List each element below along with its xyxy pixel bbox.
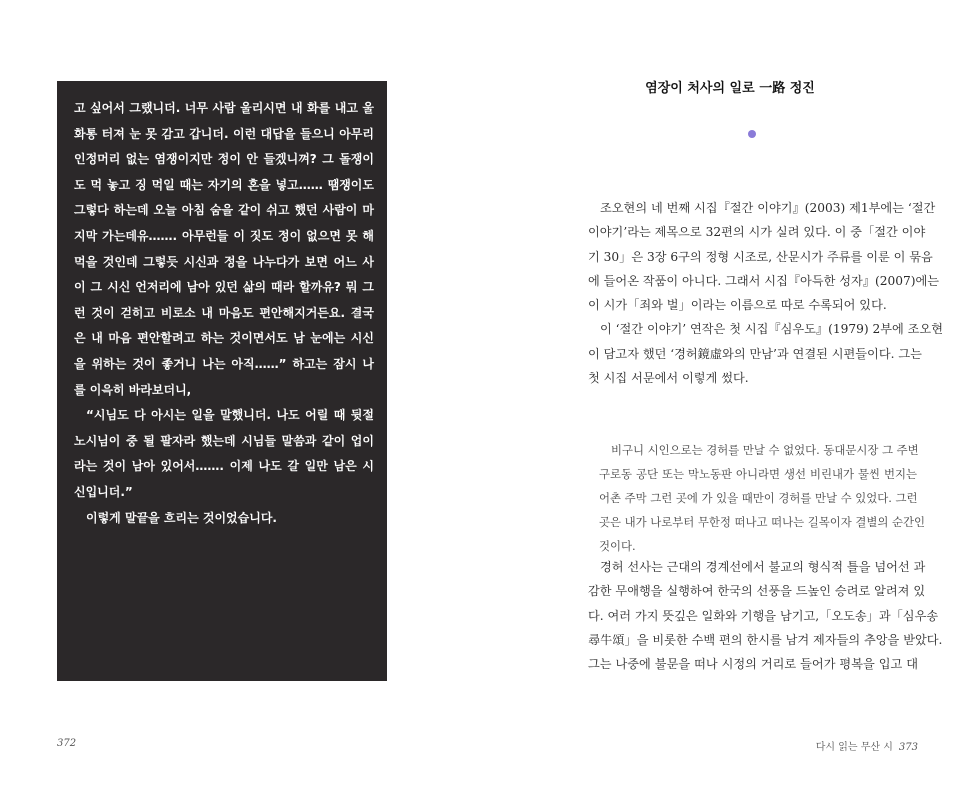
text-line: 경허 선사는 근대의 경계선에서 불교의 형식적 틀을 넘어선 과 [600, 560, 926, 574]
text-line: 지막 가는데유……. 아무런들 이 짓도 정이 없으면 못 해 [74, 228, 374, 243]
text-line: “시님도 다 아시는 일을 말했니더. 나도 어릴 때 뒷절 [86, 408, 374, 423]
text-line: 를 이윽히 바라보더니, [74, 382, 192, 397]
page-number-left: 372 [57, 738, 77, 749]
text-line: 이 담고자 했던 ‘경허鏡虛와의 만남’과 연결된 시편들이다. 그는 [588, 346, 922, 361]
text-line: 구로동 공단 또는 막노동판 아니라면 생선 비린내가 물씬 번지는 [599, 467, 917, 481]
text-line: 노시님이 중 될 팔자라 했는데 시님들 말씀과 같이 업이 [74, 433, 374, 448]
dark-panel-text [74, 96, 374, 531]
text-line: 이야기’라는 제목으로 32편의 시가 실려 있다. 이 중「절간 이야 [588, 225, 926, 240]
text-line: 인정머리 없는 염쟁이지만 정이 안 들겠니껴? 그 돌쟁이 [74, 152, 374, 167]
text-line: 도 먹 놓고 징 먹일 때는 자기의 혼을 넣고…… 땜쟁이도 [74, 177, 374, 192]
text-line: 이렇게 말끝을 흐리는 것이었습니다. [86, 510, 277, 525]
ornament-dot [748, 130, 756, 138]
text-line: 런 것이 걷히고 비로소 내 마음도 편안해지거든요. 결국 [74, 305, 374, 320]
body-paragraph-2 [588, 555, 943, 676]
text-line: 곳은 내가 나로부터 무한정 떠나고 떠나는 길목이자 결별의 순간인 [599, 515, 926, 529]
text-line: 신입니더.” [74, 484, 133, 499]
text-line: 라는 것이 남아 있어서……. 이제 나도 갈 일만 남은 시 [74, 459, 374, 474]
text-line: 것이다. [599, 539, 636, 553]
block-quote [599, 438, 926, 558]
text-line: 그렇다 하는데 오늘 아침 숨을 같이 쉬고 했던 사람이 마 [74, 203, 374, 218]
body-paragraphs [588, 196, 943, 390]
text-line: 기 30」은 3장 6구의 정형 시조로, 산문시가 주류를 이룬 이 묶음 [588, 249, 933, 264]
text-line: 고 싶어서 그랬니더. 너무 사람 울리시면 내 화를 내고 울 [74, 101, 374, 115]
running-head-right [816, 738, 918, 753]
page-number-right: 373 [898, 742, 918, 753]
text-line: 을 위하는 것이 좋거니 나는 아직……” 하고는 잠시 나 [74, 356, 374, 371]
text-line: 이 시가「죄와 벌」이라는 이름으로 따로 수록되어 있다. [588, 298, 887, 313]
text-line: 먹을 것인데 그렇듯 시신과 정을 나누다가 보면 어느 사 [74, 254, 374, 269]
text-line: 이 ‘절간 이야기’ 연작은 첫 시집『심우도』(1979) 2부에 조오현 [600, 322, 943, 337]
text-line: 그는 나중에 불문을 떠나 시정의 거리로 들어가 평복을 입고 대 [588, 657, 918, 672]
text-line: 조오현의 네 번째 시집『절간 이야기』(2003) 제1부에는 ‘절간 [600, 201, 936, 215]
text-line: 첫 시집 서문에서 이렇게 썼다. [588, 371, 749, 386]
text-line: 감한 무애행을 실행하여 한국의 선풍을 드높인 승려로 알려져 있 [588, 584, 926, 599]
text-line: 이 그 시신 언저리에 남아 있던 삶의 때라 할까유? 뭐 그 [74, 280, 374, 295]
running-head-title: 다시 읽는 무산 시 [815, 742, 893, 753]
text-line: 尋牛頌」을 비롯한 수백 편의 한시를 남겨 제자들의 추앙을 받았다. [588, 632, 943, 647]
text-line: 어촌 주막 그런 곳에 가 있을 때만이 경허를 만날 수 있었다. 그런 [599, 491, 918, 505]
text-line: 화통 터져 눈 못 감고 갑니더. 이런 대답을 들으니 아무리 [74, 126, 374, 141]
text-line: 다. 여러 가지 뜻깊은 일화와 기행을 남기고,「오도송」과「심우송 [588, 608, 939, 623]
text-line: 은 내 마음 편안할려고 하는 것이면서도 남 눈에는 시신 [74, 331, 374, 346]
text-line: 에 들어온 작품이 아니다. 그래서 시집『아득한 성자』(2007)에는 [588, 273, 940, 288]
section-title: 염장이 처사의 일로 一路 정진 [645, 81, 815, 96]
text-line: 비구니 시인으로는 경허를 만날 수 없었다. 동대문시장 그 주변 [611, 443, 919, 457]
